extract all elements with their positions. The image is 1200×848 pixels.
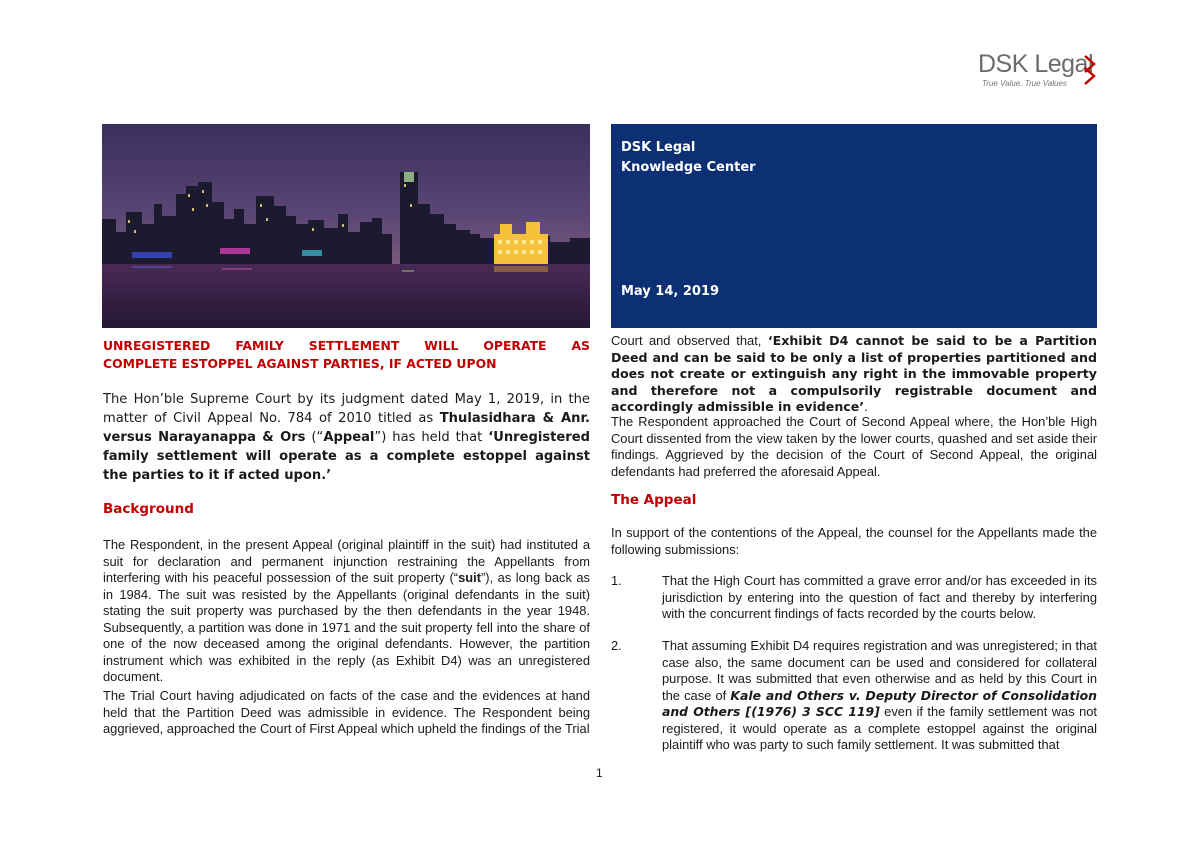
page-number: 1: [596, 766, 603, 780]
background-paragraph-1: [103, 537, 590, 686]
logo-chevron-icon: [1084, 54, 1098, 86]
body-text: That assuming Exhibit D4 requires registration and was unregistered; in that case also, the same document can be used and considered for collateral purpose. It was submitted that even otherwise and as held by this Court in the case of: [662, 638, 1097, 703]
title-line-2: COMPLETE ESTOPPEL AGAINST PARTIES, IF ACTED UPON: [103, 356, 497, 371]
list-number: 1.: [611, 573, 622, 588]
background-paragraph-2: The Trial Court having adjudicated on facts of the case and the evidences at hand held that the Partition Deed was admissible in evidence. The Respondent being aggrieved, approached the Court of First Appeal which upheld the findings of the Trial: [103, 688, 590, 736]
submission-1: That the High Court has committed a grave error and/or has exceeded in its jurisdiction by entering into the question of fact and thereby by interfering with the concurrent findings of facts recorded by the courts below.: [662, 573, 1097, 621]
dsk-legal-logo: [968, 50, 1108, 96]
box-date: May 14, 2019: [621, 284, 720, 299]
logo-tagline: True Value. True Values: [982, 79, 1067, 88]
body-text: .: [864, 399, 868, 414]
title-word: WILL: [424, 338, 459, 353]
right-paragraph-2: The Respondent approached the Court of Second Appeal where, the Hon’ble High Court dissented from the view taken by the lower courts, quashed and set aside their findings. Aggrieved by the decision of the Court of Second Appeal, the original defendants had preferred the aforesaid Appeal.: [611, 414, 1097, 479]
intro-text: (“: [305, 430, 324, 445]
title-word: AS: [571, 338, 590, 353]
list-number: 2.: [611, 638, 622, 653]
box-firm-name: DSK Legal: [621, 140, 696, 155]
case-title: Thulasidhara & Anr. versus Narayanappa & Ors: [103, 411, 591, 445]
intro-paragraph: [103, 390, 590, 485]
cited-case: Kale and Others v. Deputy Director of Consolidation and Others [(1976) 3 SCC 119]: [662, 687, 1097, 719]
the-appeal-heading: The Appeal: [611, 492, 697, 508]
court-observation-quote: ‘Exhibit D4 cannot be said to be a Partition Deed and can be said to be only a list of properties partitioned and does not create or extinguish any right in the immovable property and therefore not a compulsorily registrable document and accordingly admissible in evidence’: [611, 333, 1097, 414]
suit-defined-term: suit: [458, 570, 481, 585]
logo-wordmark: DSK Legal: [978, 50, 1094, 78]
submission-2: [662, 638, 1097, 754]
body-text: even if the family settlement was not registered, it would operate as a complete estoppel against the original plaintiff who was party to such family settlement. It was submitted that: [662, 704, 1097, 752]
title-word: UNREGISTERED: [103, 338, 211, 353]
intro-text: ”) has held that: [374, 430, 489, 445]
body-text: Court and observed that,: [611, 333, 768, 348]
intro-text: The Hon’ble Supreme Court by its judgment dated May 1, 2019, in the matter of Civil Appeal No. 784 of 2010 titled as: [103, 392, 590, 426]
appeal-defined-term: Appeal: [323, 430, 375, 445]
title-word: FAMILY: [235, 338, 284, 353]
title-word: SETTLEMENT: [308, 338, 400, 353]
right-paragraph-3: In support of the contentions of the Appeal, the counsel for the Appellants made the following submissions:: [611, 525, 1097, 557]
body-text: ”), as long back as in 1984. The suit was resisted by the Appellants (original defendants in the suit) stating the suit property was purchased by the then defendants in the year 1948. Subsequently, a partition was done in 1971 and the suit property fell into the share of one of the now deceased among the original defendants. However, the partition instrument which was exhibited in the reply (as Exhibit D4) was an unregistered document.: [103, 570, 590, 684]
title-word: OPERATE: [483, 338, 547, 353]
title-line-1: [103, 337, 590, 355]
box-subtitle: Knowledge Center: [621, 160, 756, 175]
knowledge-center-box: [611, 124, 1097, 328]
article-title: [103, 337, 590, 373]
city-skyline-image: [102, 124, 590, 328]
background-heading: Background: [103, 501, 194, 517]
right-paragraph-1: [611, 333, 1097, 416]
body-text: The Respondent, in the present Appeal (original plaintiff in the suit) had instituted a suit for declaration and permanent injunction restraining the Appellants from interfering with his peaceful possession of the suit property (“: [103, 537, 590, 585]
holding-quote: ‘Unregistered family settlement will operate as a complete estoppel against the parties to it if acted upon.’: [103, 430, 590, 483]
